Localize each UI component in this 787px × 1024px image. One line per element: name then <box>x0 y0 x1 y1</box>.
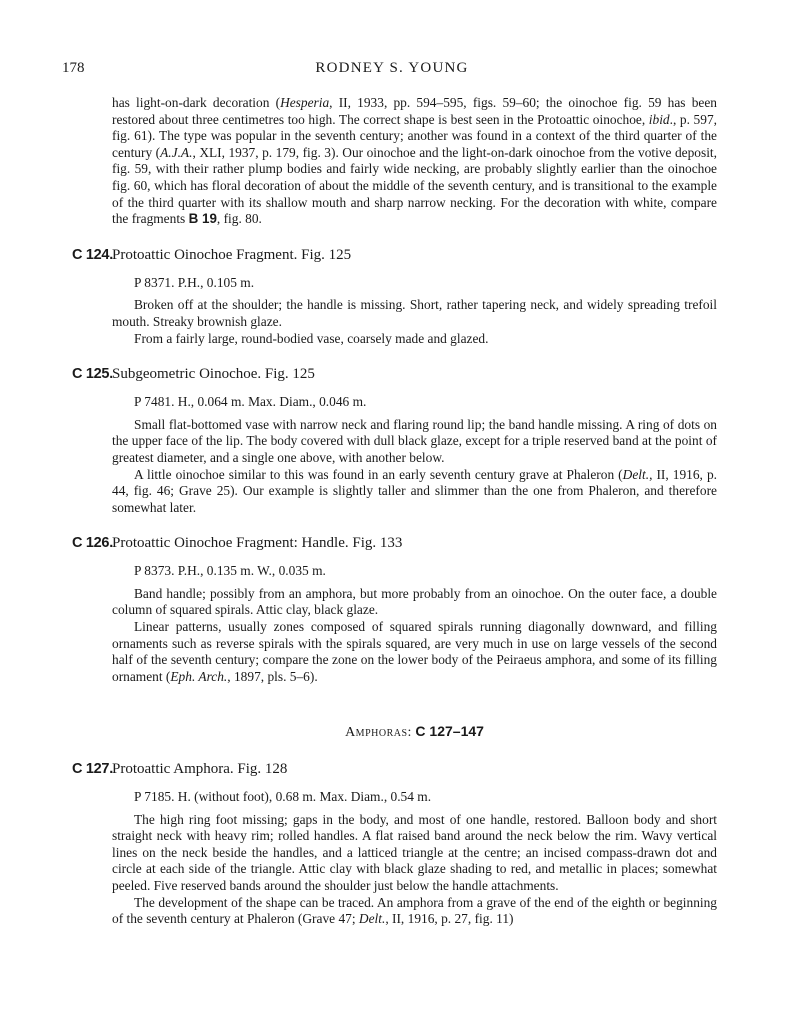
text-run: ., p. 597, fig. 61). The type was popular in the seventh century; another was found in a context of the third quarter of the century ( <box>112 111 717 160</box>
text-run: The development of the shape can be traced. An amphora from a grave of the end of the eighth or beginning of the seventh century at Phaleron (Grave 47; <box>112 894 717 927</box>
citation-italic: Delt. <box>622 466 650 482</box>
text-run: , XLI, 1937, p. 179, fig. 3). Our oinochoe and the light-on-dark oinochoe from the votive deposit, fig. 59, with their rather plump bodies and fairly wide necking, are probably slightly earlier than the oinochoe fig. 60, which has floral decoration of about the middle of the seventh century, and is transitional to the example of the third quarter with its shallow mouth and sharp narrow necking. For the decoration with white, compare the fragments <box>112 144 717 227</box>
entry-title: Protoattic Oinochoe Fragment: Handle. Fig. 133 <box>112 535 403 552</box>
entry-heading-c126 <box>72 535 717 555</box>
catalogue-number: C 124. <box>72 246 113 263</box>
text-run: A little oinochoe similar to this was found in an early seventh century grave at Phaleron ( <box>134 466 623 482</box>
citation-italic: Eph. Arch. <box>170 668 228 684</box>
entry-measurements: P 7481. H., 0.064 m. Max. Diam., 0.046 m. <box>134 394 367 410</box>
entry-title: Protoattic Oinochoe Fragment. Fig. 125 <box>112 246 352 263</box>
text-run: has light-on-dark decoration ( <box>112 95 281 110</box>
catalogue-reference: B 19 <box>188 211 217 227</box>
catalogue-number: C 127. <box>72 761 113 778</box>
entry-measurements: P 7185. H. (without foot), 0.68 m. Max. Diam., 0.54 m. <box>134 789 432 805</box>
text-run: Linear patterns, usually zones composed of squared spirals running diagonally downward, and filling ornaments such as reverse spirals with the spirals squared, are very much in use on large vessels of the second half of the seventh century; compare the zone on the lower body of the Peiraeus amphora, and some of its filling ornament ( <box>112 619 717 684</box>
citation-italic: ibid <box>648 111 670 127</box>
text-run: , fig. 80. <box>216 211 262 227</box>
entry-commentary <box>112 895 717 928</box>
page-number: 178 <box>62 60 85 76</box>
section-label: Amphoras: <box>345 725 412 741</box>
citation-italic: Delt. <box>358 911 386 927</box>
entry-description: The high ring foot missing; gaps in the body, and most of one handle, restored. Balloon body and short straight neck with heavy rim; rolled handles. A flat raised band around the neck below the rim. Wavy vertical lines on the neck beside the handles, and a latticed triangle at the centre; an incised compass-drawn dot and circle at each side of the triangle. Attic clay with black glaze shading to red, and metallic in places; somewhat peeled. Five reserved bands around the shoulder just below the handle attachments. <box>112 811 717 893</box>
entry-heading-c125 <box>72 366 717 386</box>
entry-description: Band handle; possibly from an amphora, but more probably from an oinochoe. On the outer face, a double column of squared spirals. Attic clay, black glaze. <box>112 585 717 618</box>
section-range: C 127–147 <box>415 723 484 740</box>
citation-italic: Hesperia <box>280 95 330 110</box>
text-run: , II, 1916, p. 27, fig. 11) <box>385 911 514 927</box>
section-heading <box>112 723 717 742</box>
text-run: , II, 1916, p. 44, fig. 46; Grave 25). Our example is slightly taller and slimmer than the one from Phaleron, and therefore somewhat later. <box>112 466 717 515</box>
entry-commentary <box>112 619 717 685</box>
intro-paragraph <box>112 95 717 228</box>
entry-heading-c127 <box>72 761 717 781</box>
text-run: , II, 1933, pp. 594–595, figs. 59–60; the oinochoe fig. 59 has been restored about three centimetres too high. The correct shape is best seen in the Protoattic oinochoe, <box>112 95 717 127</box>
entry-title: Subgeometric Oinochoe. Fig. 125 <box>112 366 315 383</box>
running-header <box>62 60 722 82</box>
entry-measurements: P 8373. P.H., 0.135 m. W., 0.035 m. <box>134 563 326 579</box>
entry-description: Small flat-bottomed vase with narrow neck and flaring round lip; the band handle missing. A ring of dots on the upper face of the lip. The body covered with dull black glaze, except for a triple reserved band at the point of greatest diameter, and a single one above, with another below. <box>112 416 717 465</box>
page-content <box>72 95 717 928</box>
entry-commentary <box>112 467 717 517</box>
entry-heading-c124 <box>72 246 717 267</box>
catalogue-number: C 126. <box>72 535 113 552</box>
entry-measurements: P 8371. P.H., 0.105 m. <box>134 274 255 290</box>
citation-italic: A.J.A. <box>160 144 193 160</box>
text-run: , 1897, pls. 5–6). <box>227 668 318 684</box>
entry-title: Protoattic Amphora. Fig. 128 <box>112 761 288 778</box>
entry-description: Broken off at the shoulder; the handle is missing. Short, rather tapering neck, and widely spreading trefoil mouth. Streaky brownish glaze. <box>112 297 717 329</box>
entry-commentary: From a fairly large, round-bodied vase, coarsely made and glazed. <box>134 330 489 346</box>
catalogue-number: C 125. <box>72 366 113 383</box>
running-title: RODNEY S. YOUNG <box>315 60 469 76</box>
